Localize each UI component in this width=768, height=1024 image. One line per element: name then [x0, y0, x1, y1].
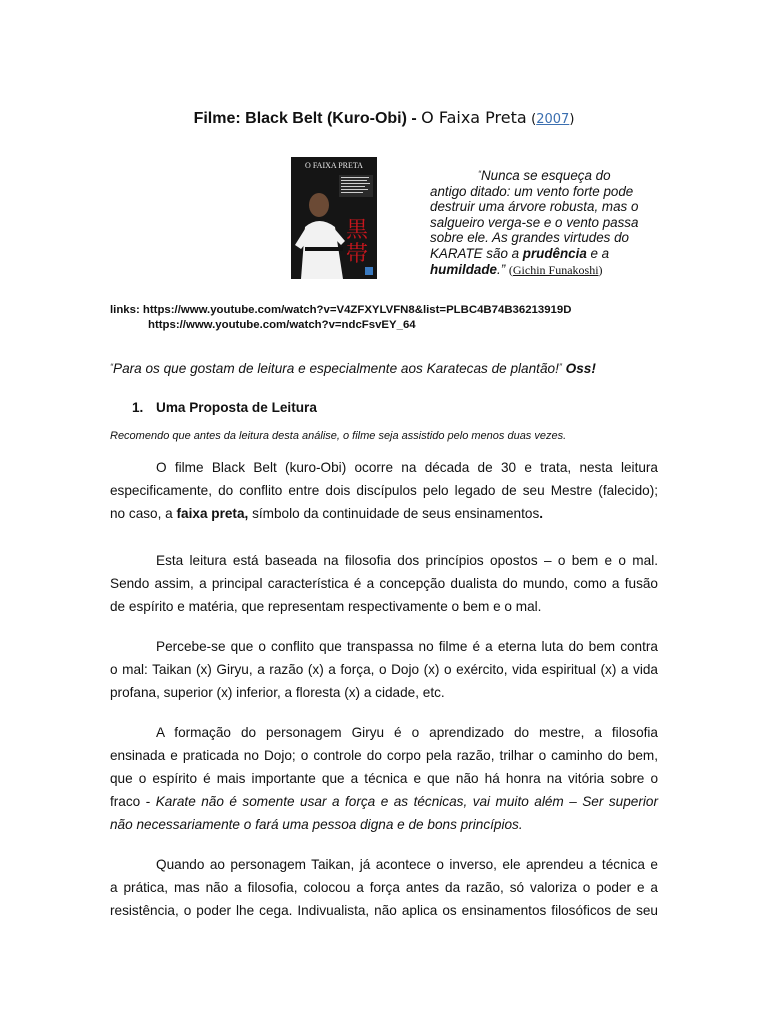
oss-text: Oss! — [561, 361, 596, 376]
links-label: links: — [110, 304, 143, 316]
paragraph-1: O filme Black Belt (kuro-Obi) ocorre na década de 30 e trata, nesta leitura especificamente, do conflito entre dois discípulos pelo legado de seu Mestre (falecido); no caso, a faixa preta, símbolo da continuidade de seus ensinamentos. — [110, 460, 658, 521]
links-block — [110, 303, 571, 333]
paragraph-2: Esta leitura está baseada na filosofia dos princípios opostos – o bem e o mal. Sendo assim, a principal característica é a concepção dualista do mundo, como a fusão de espírito e matéria, que representam respectivamente o bem e o mal. — [110, 553, 658, 614]
youtube-link-1[interactable]: https://www.youtube.com/watch?v=V4ZFXYLVFN8&list=PLBC4B74B36213919D — [142, 304, 572, 316]
page-title — [0, 108, 768, 128]
funakoshi-quote: “Nunca se esqueça do antigo ditado: um vento forte pode destruir uma árvore robusta, mas o salgueiro verga-se e o vento passa sobre ele. As grandes virtudes do KARATE são a prudência e a humildade.” (Gichin Funakoshi) — [430, 168, 639, 277]
movie-poster-image — [291, 157, 377, 279]
quote-author: (Gichin Funakoshi) — [508, 262, 603, 277]
poster-title-text: O FAIXA PRETA — [305, 161, 363, 170]
section-heading: 1. Uma Proposta de Leitura — [132, 400, 317, 415]
title-main: Filme: Black Belt (Kuro-Obi) - — [193, 110, 422, 127]
title-year: (2007) — [531, 112, 575, 127]
poster-kanji: 黒 — [345, 218, 369, 243]
paragraph-4: A formação do personagem Giryu é o aprendizado do mestre, a filosofia ensinada e praticada no Dojo; o controle do corpo pela razão, trilhar o caminho do bem, que o espírito é mais importante que a técnica e que não há honra na vitória sobre o fraco - Karate não é somente usar a força e as técnicas, vai muito além – Ser superior não necessariamente o fará uma pessoa digna e de bons princípios. — [110, 725, 658, 832]
youtube-link-2[interactable]: https://www.youtube.com/watch?v=ndcFsvEY_64 — [148, 319, 416, 331]
intro-line: “Para os que gostam de leitura e especialmente aos Karatecas de plantão!” Oss! — [110, 361, 596, 376]
paragraph-3: Percebe-se que o conflito que transpassa no filme é a eterna luta do bem contra o mal: Taikan (x) Giryu, a razão (x) a força, o Dojo (x) o exército, vida espiritual (x) a vida profana, superior (x) inferior, a floresta (x) a cidade, etc. — [110, 639, 658, 700]
paragraph-5: Quando ao personagem Taikan, já acontece o inverso, ele aprendeu a técnica e a prática, mas não a filosofia, colocou a força antes da razão, só valoriza o poder e a resistência, o poder lhe cega. Indivualista, não aplica os ensinamentos filosóficos de seu — [110, 857, 658, 918]
recommendation-note: Recomendo que antes da leitura desta análise, o filme seja assistido pelo menos duas vezes. — [110, 430, 567, 442]
title-film-name: O Faixa Preta — [421, 108, 527, 127]
svg-text:帯: 帯 — [345, 242, 369, 267]
year-link[interactable]: 2007 — [536, 112, 570, 127]
